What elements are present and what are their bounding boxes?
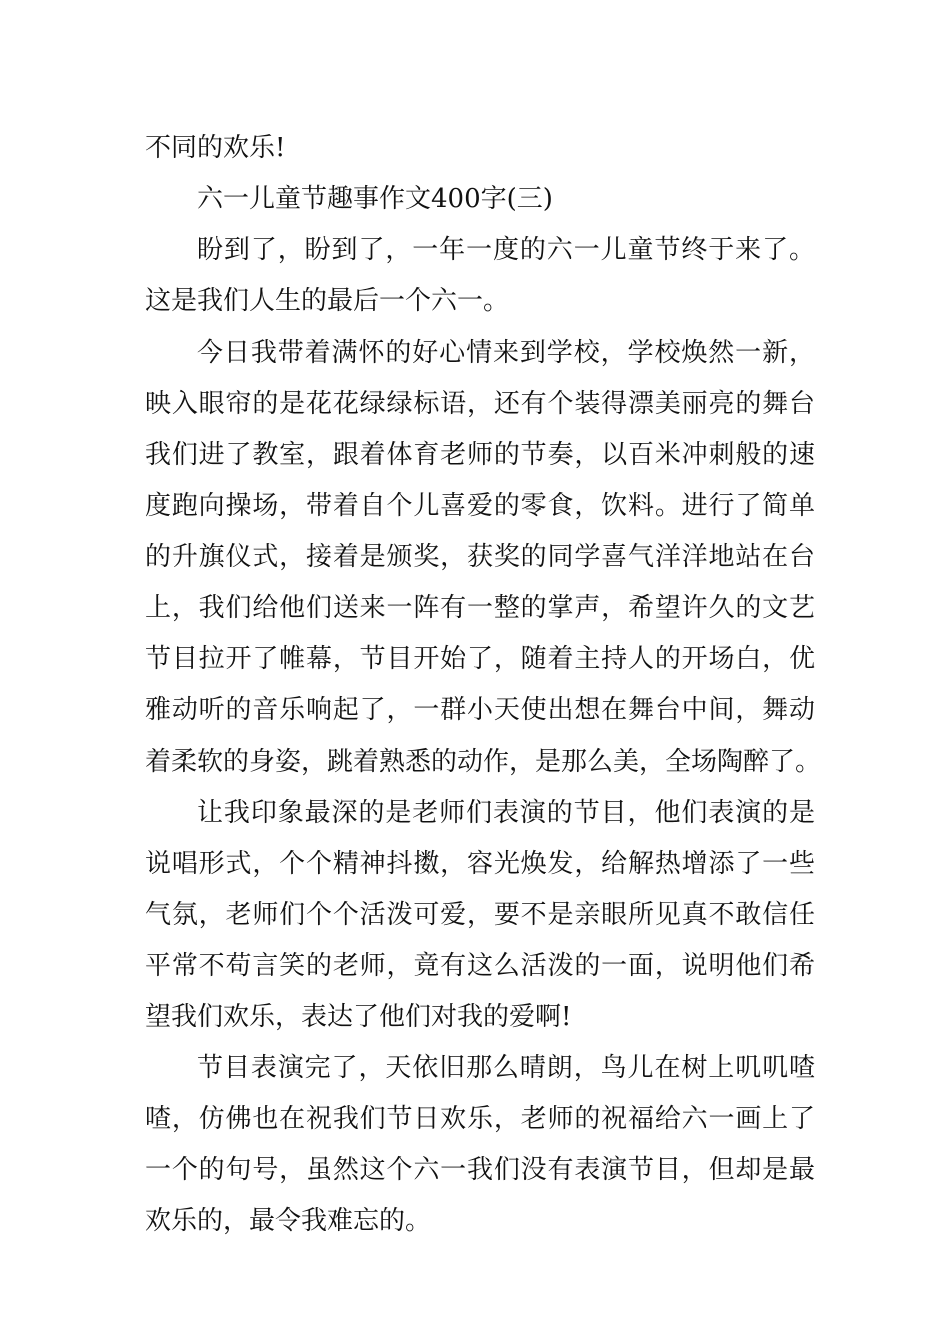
text-line: 这是我们人生的最后一个六一。 — [145, 286, 510, 316]
text-line: 欢乐的，最令我难忘的。 — [145, 1206, 432, 1236]
text-line: 盼到了，盼到了，一年一度的六一儿童节终于来了。 — [197, 235, 815, 265]
text-line: 让我印象最深的是老师们表演的节目，他们表演的是 — [197, 798, 815, 828]
text-line: 说唱形式，个个精神抖擞，容光焕发，给解热增添了一些 — [145, 849, 815, 879]
text-line: 气氛，老师们个个活泼可爱，要不是亲眼所见真不敢信任 — [145, 900, 815, 930]
text-line: 上，我们给他们送来一阵有一整的掌声，希望许久的文艺 — [145, 593, 815, 623]
text-line: 望我们欢乐，表达了他们对我的爱啊! — [145, 1002, 572, 1032]
text-line: 平常不苟言笑的老师，竟有这么活泼的一面，说明他们希 — [145, 951, 815, 981]
text-line: 节目表演完了，天依旧那么晴朗，鸟儿在树上叽叽喳 — [197, 1053, 815, 1083]
text-line: 度跑向操场，带着自个儿喜爱的零食，饮料。进行了简单 — [145, 491, 815, 521]
section-title: 六一儿童节趣事作文400字(三) — [197, 184, 553, 214]
text-line: 着柔软的身姿，跳着熟悉的动作，是那么美，全场陶醉了。 — [145, 747, 822, 777]
text-line: 雅动听的音乐响起了，一群小天使出想在舞台中间，舞动 — [145, 695, 815, 725]
text-line: 映入眼帘的是花花绿绿标语，还有个装得漂美丽亮的舞台 — [145, 389, 815, 419]
text-line: 我们进了教室，跟着体育老师的节奏，以百米冲刺般的速 — [145, 440, 815, 470]
text-line: 不同的欢乐! — [145, 133, 286, 163]
text-line: 的升旗仪式，接着是颁奖，获奖的同学喜气洋洋地站在台 — [145, 542, 815, 572]
text-line: 一个的句号，虽然这个六一我们没有表演节目，但却是最 — [145, 1155, 815, 1185]
text-line: 喳，仿佛也在祝我们节日欢乐，老师的祝福给六一画上了 — [145, 1104, 815, 1134]
text-line: 今日我带着满怀的好心情来到学校，学校焕然一新， — [197, 338, 815, 368]
text-line: 节目拉开了帷幕，节目开始了，随着主持人的开场白，优 — [145, 644, 815, 674]
